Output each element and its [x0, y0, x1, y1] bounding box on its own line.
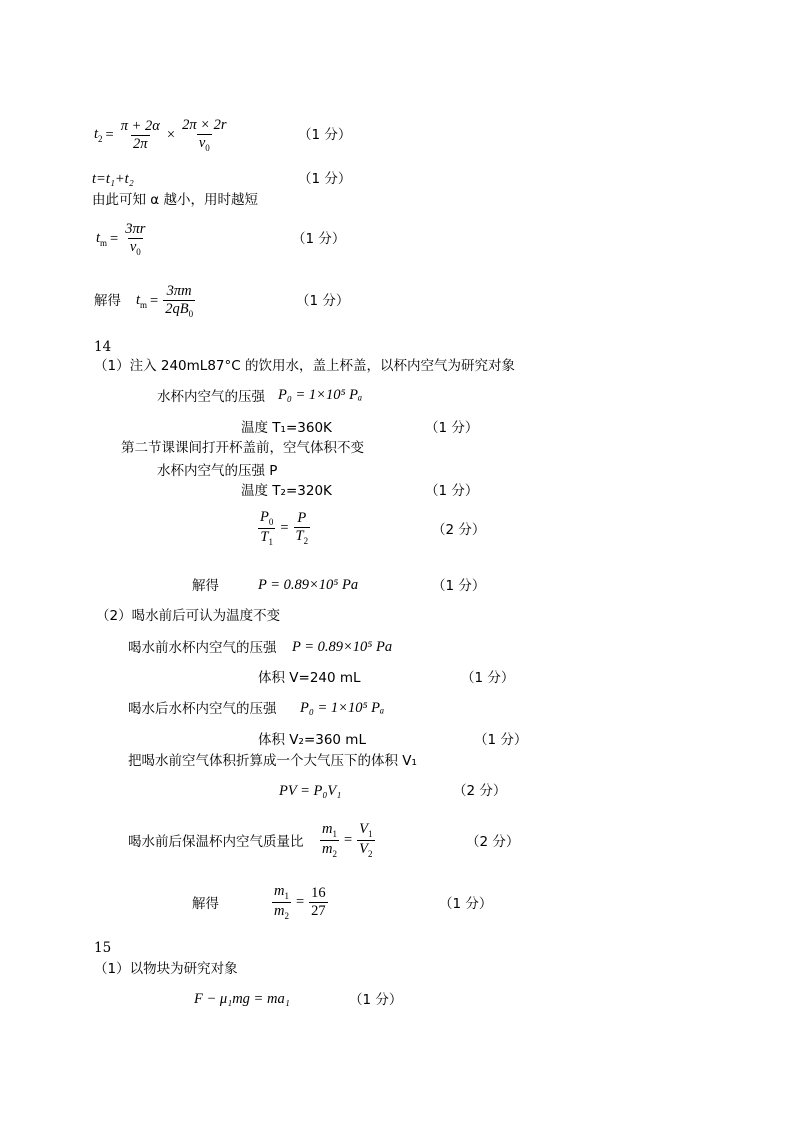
after-pressure-value: P₀ = 1×10⁵ Pₐ	[300, 700, 385, 716]
convert-text: 把喝水前空气体积折算成一个大气压下的体积 V₁	[128, 753, 417, 769]
q15-part1: （1）以物块为研究对象	[94, 961, 238, 977]
volume-1: 体积 V=240 mL	[258, 670, 361, 686]
pv-equation: PV = P₀V₁	[279, 783, 342, 799]
second-class-text: 第二节课课间打开杯盖前，空气体积不变	[121, 440, 364, 456]
after-pressure-label: 喝水后水杯内空气的压强	[128, 701, 277, 717]
newton-equation: F − μ₁mg = ma₁	[194, 991, 290, 1007]
p0-label: 水杯内空气的压强	[157, 389, 265, 405]
before-pressure-label: 喝水前水杯内空气的压强	[128, 640, 277, 656]
pv-score: （2 分）	[453, 783, 507, 799]
p-result-score: （1 分）	[432, 578, 486, 594]
p-result: P = 0.89×10⁵ Pa	[258, 577, 359, 593]
q14-number: 14	[94, 339, 112, 355]
mass-ratio-score: （2 分）	[466, 834, 520, 850]
ratio-score: （2 分）	[432, 522, 486, 538]
temp1: 温度 T₁=360K	[241, 420, 332, 436]
solve-label-3: 解得	[192, 896, 219, 912]
p0-value: P₀ = 1×10⁵ Pₐ	[278, 387, 363, 403]
t-sum: t=t₁+t₂	[92, 171, 134, 187]
p-label: 水杯内空气的压强 P	[157, 463, 278, 479]
q15-number: 15	[94, 940, 112, 956]
solve-label-1: 解得	[94, 293, 121, 309]
tm2-score: （1 分）	[296, 293, 350, 309]
mass-result-score: （1 分）	[439, 896, 493, 912]
tm-formula: $t_m$ = $\frac{3\pi r}{v_0}$	[96, 221, 146, 257]
temp2-score: （1 分）	[425, 483, 479, 499]
newton-score: （1 分）	[349, 992, 403, 1008]
volume-2-score: （1 分）	[474, 732, 528, 748]
volume-2: 体积 V₂=360 mL	[258, 732, 366, 748]
tm-score: （1 分）	[292, 231, 346, 247]
solve-label-2: 解得	[192, 578, 219, 594]
q14-part2: （2）喝水前后可认为温度不变	[96, 608, 281, 624]
t2-formula: $t_2$ = $\frac{\pi + 2\alpha}{2\pi}$ × $\frac{2\pi \times 2r}{v_0}$	[94, 117, 227, 153]
mass-result-equation: $\frac{m_1}{m_2}$ = $\frac{16}{27}$	[274, 883, 326, 921]
mass-ratio-equation: $\frac{m_1}{m_2}$ = $\frac{V_1}{V_2}$	[322, 821, 373, 859]
t2-score: （1 分）	[298, 127, 352, 143]
t-sum-score: （1 分）	[298, 171, 352, 187]
tm-result-formula: $t_m$ = $\frac{3\pi m}{2qB_0}$	[136, 283, 194, 319]
before-pressure-value: P = 0.89×10⁵ Pa	[292, 639, 393, 655]
temp1-score: （1 分）	[425, 420, 479, 436]
mass-ratio-label: 喝水前后保温杯内空气质量比	[128, 834, 304, 850]
ratio-equation: $\frac{P_0}{T_1}$ = $\frac{P}{T_2}$	[260, 509, 309, 547]
conclusion-text: 由此可知 α 越小，用时越短	[92, 192, 258, 208]
temp2: 温度 T₂=320K	[241, 483, 332, 499]
volume-1-score: （1 分）	[461, 670, 515, 686]
q14-part1: （1）注入 240mL87°C 的饮用水，盖上杯盖，以杯内空气为研究对象	[94, 358, 515, 374]
